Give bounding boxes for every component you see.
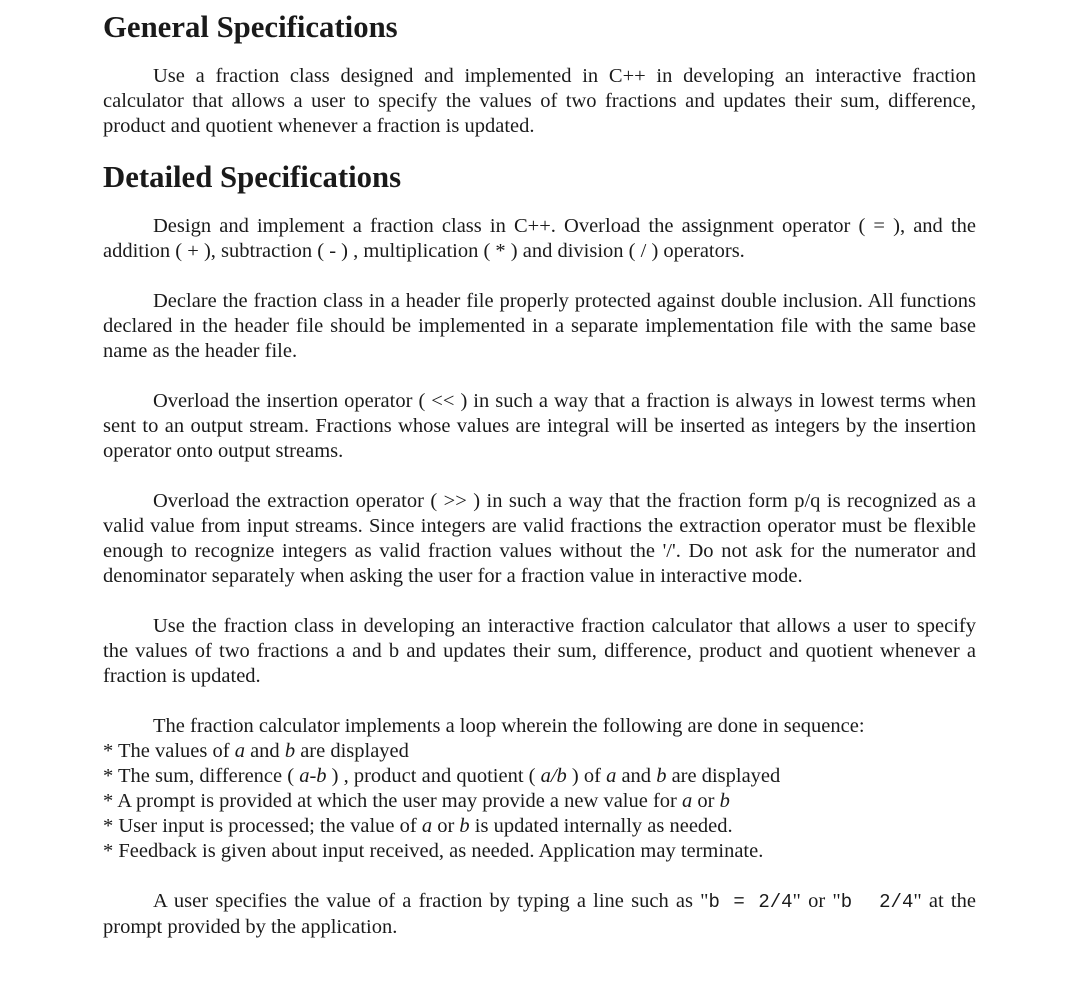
code-sample-2: b 2/4 — [840, 891, 914, 913]
insertion-operator-paragraph: Overload the insertion operator ( << ) in such a way that a fraction is always in lowest terms when sent to an output stream. Fractions whose values are integral will be inserted as integers by the insertion operator onto output streams. — [103, 390, 976, 462]
list-item: * The sum, difference ( a-b ) , product and quotient ( a/b ) of a and b are displayed — [103, 765, 781, 787]
calculator-paragraph: Use the fraction class in developing an interactive fraction calculator that allows a user to specify the values of two fractions a and b and updates their sum, difference, product and quotient whenever a fraction is updated. — [103, 615, 976, 687]
extraction-operator-paragraph: Overload the extraction operator ( >> ) in such a way that the fraction form p/q is recognized as a valid value from input streams. Since integers are valid fractions the extraction operator must be flexible enough to recognize integers as valid fraction values without the '/'. Do not ask for the numerator and denominator separately when asking the user for a fraction value in interactive mode. — [103, 490, 976, 587]
general-paragraph: Use a fraction class designed and implemented in C++ in developing an interactive fraction calculator that allows a user to specify the values of two fractions and updates their sum, difference, product and quotient whenever a fraction is updated. — [103, 65, 976, 137]
operators-paragraph: Design and implement a fraction class in C++. Overload the assignment operator ( = ), and the addition ( + ), subtraction ( - ) , multiplication ( * ) and division ( / ) operators. — [103, 215, 976, 262]
list-item: * The values of a and b are displayed — [103, 740, 409, 762]
list-item: * A prompt is provided at which the user may provide a new value for a or b — [103, 790, 730, 812]
document-page — [103, 10, 976, 940]
loop-steps-list — [103, 739, 976, 864]
header-file-paragraph: Declare the fraction class in a header file properly protected against double inclusion. All functions declared in the header file should be implemented in a separate implementation file with the same base name as the header file. — [103, 290, 976, 362]
detailed-specifications-heading: Detailed Specifications — [103, 160, 402, 194]
general-specifications-heading: General Specifications — [103, 10, 398, 44]
list-item: * Feedback is given about input received, as needed. Application may terminate. — [103, 840, 764, 862]
user-input-paragraph: A user specifies the value of a fraction by typing a line such as "b = 2/4" or "b 2/4" at the prompt provided by the application. — [103, 890, 976, 938]
list-item: * User input is processed; the value of a or b is updated internally as needed. — [103, 815, 733, 837]
loop-intro-paragraph: The fraction calculator implements a loop wherein the following are done in sequence: — [153, 715, 865, 737]
code-sample-1: b = 2/4 — [708, 891, 793, 913]
